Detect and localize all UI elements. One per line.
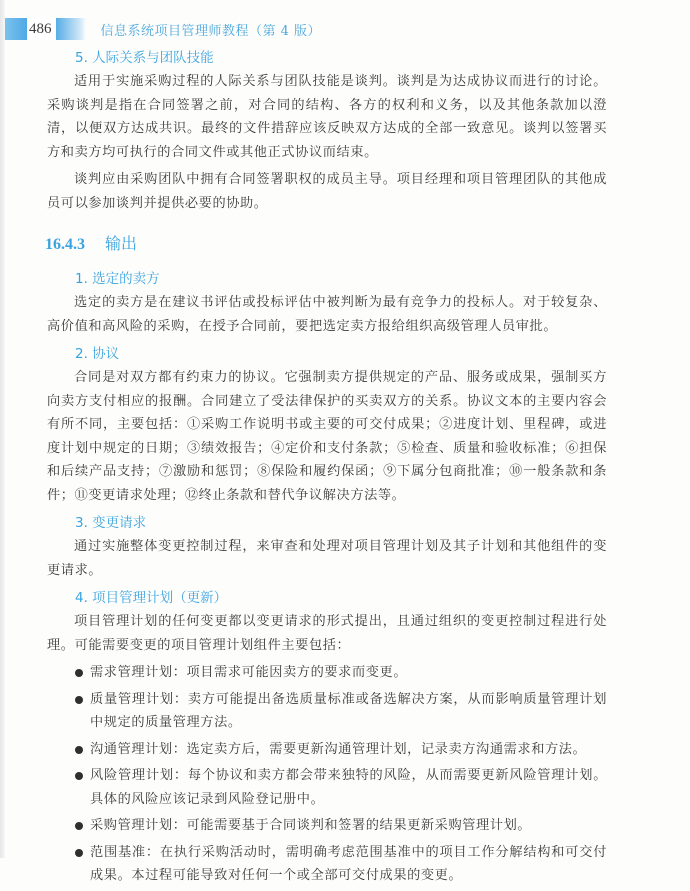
subsection-heading: 2. 协议 xyxy=(75,346,120,362)
page-number: 486 xyxy=(27,18,56,40)
page-edge-shadow xyxy=(0,0,5,858)
subsection-heading: 5. 人际关系与团队技能 xyxy=(75,50,214,66)
section-number: 16.4.3 xyxy=(45,236,85,253)
subsection-heading: 3. 变更请求 xyxy=(75,515,147,531)
header-accent-block xyxy=(5,18,27,40)
subsection-heading: 1. 选定的卖方 xyxy=(75,271,160,287)
paragraph: 合同是对双方都有约束力的协议。它强制卖方提供规定的产品、服务或成果，强制买方向卖方支付相应的报酬。合同建立了受法律保护的买卖双方的关系。协议文本的主要内容会有所不同，主要包括：①采购工作说明书或主要的可交付成果；②进度计划、里程碑，或进度计划中规定的日期；③绩效报告；④定价和支付条款；⑤检查、质量和验收标准；⑥担保和后续产品支持；⑦激励和惩罚；⑧保险和履约保函；⑨下属分包商批准；⑩一般条款和条件；⑪变更请求处理；⑫终止条款和替代争议解决方法等。 xyxy=(47,370,607,503)
list-item xyxy=(47,814,607,838)
paragraph: 选定的卖方是在建议书评估或投标评估中被判断为最有竞争力的投标人。对于较复杂、高价值和高风险的采购，在授予合同前，要把选定卖方报给组织高级管理人员审批。 xyxy=(47,295,607,334)
paragraph: 适用于实施采购过程的人际关系与团队技能是谈判。谈判是为达成协议而进行的讨论。采购谈判是指在合同签署之前，对合同的结构、各方的权利和义务，以及其他条款加以澄清，以便双方达成共识。最终的文件措辞应该反映双方达成的全部一致意见。谈判以签署买方和卖方均可执行的合同文件或其他正式协议而结束。 xyxy=(47,74,607,160)
list-item xyxy=(47,738,607,762)
paragraph: 项目管理计划的任何变更都以变更请求的形式提出，且通过组织的变更控制过程进行处理。可能需要变更的项目管理计划组件主要包括： xyxy=(47,614,607,653)
bullet-icon xyxy=(75,849,83,857)
paragraph: 通过实施整体变更控制过程，来审查和处理对项目管理计划及其子计划和其他组件的变更请求。 xyxy=(47,539,607,578)
list-item-text: 风险管理计划：每个协议和卖方都会带来独特的风险，从而需要更新风险管理计划。具体的风险应该记录到风险登记册中。 xyxy=(90,768,607,807)
list-item xyxy=(47,764,607,811)
bullet-icon xyxy=(75,696,83,704)
section-title: 输出 xyxy=(105,234,138,253)
bullet-icon xyxy=(75,746,83,754)
bullet-icon xyxy=(75,822,83,830)
section-heading xyxy=(45,229,607,259)
page-header xyxy=(0,18,690,40)
list-item xyxy=(47,661,607,685)
bullet-list xyxy=(47,661,607,888)
list-item-text: 需求管理计划：项目需求可能因卖方的要求而变更。 xyxy=(90,665,408,680)
list-item-text: 范围基准：在执行采购活动时，需明确考虑范围基准中的项目工作分解结构和可交付成果。本过程可能导致对任何一个或全部可交付成果的变更。 xyxy=(90,844,607,883)
list-item-text: 采购管理计划：可能需要基于合同谈判和签署的结果更新采购管理计划。 xyxy=(90,818,532,833)
subsection-heading: 4. 项目管理计划（更新） xyxy=(75,590,228,606)
bullet-icon xyxy=(75,669,83,677)
list-item xyxy=(47,688,607,735)
list-item xyxy=(47,841,607,888)
header-gradient-block xyxy=(56,18,86,40)
bullet-icon xyxy=(75,772,83,780)
book-title: 信息系统项目管理师教程（第 4 版） xyxy=(100,23,322,39)
list-item-text: 质量管理计划：卖方可能提出备选质量标准或备选解决方案，从而影响质量管理计划中规定的质量管理方法。 xyxy=(90,691,607,730)
paragraph: 谈判应由采购团队中拥有合同签署职权的成员主导。项目经理和项目管理团队的其他成员可以参加谈判并提供必要的协助。 xyxy=(47,172,607,211)
list-item-text: 沟通管理计划：选定卖方后，需要更新沟通管理计划，记录卖方沟通需求和方法。 xyxy=(90,741,587,757)
page-content xyxy=(47,46,607,891)
